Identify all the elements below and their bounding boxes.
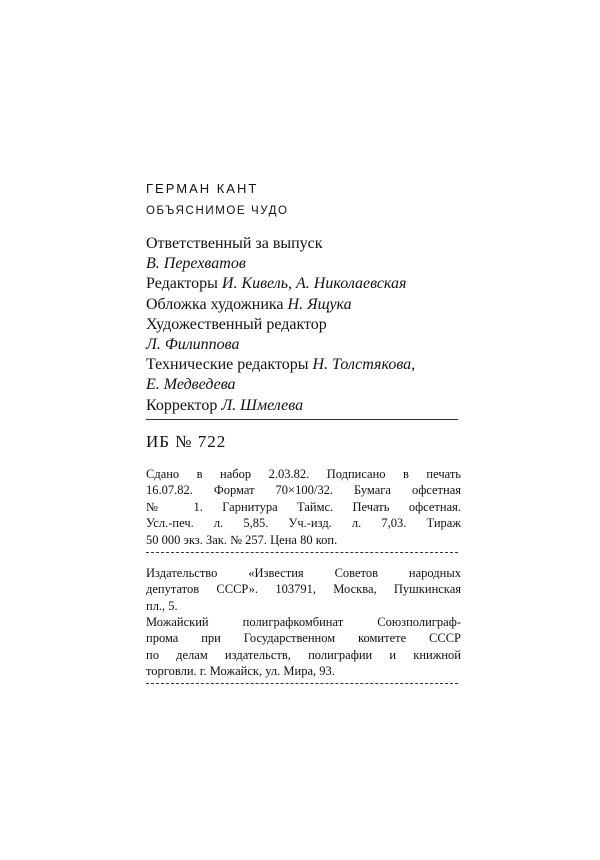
print-info-line: Усл.-печ. л. 5,85. Уч.-изд. л. 7,03. Тираж xyxy=(146,516,461,531)
divider-rule xyxy=(146,419,458,420)
proofreader-name: Л. Шмелева xyxy=(221,396,304,414)
publisher-line: пл., 5. xyxy=(146,598,178,613)
print-info-line: 50 000 экз. Зак. № 257. Цена 80 коп. xyxy=(146,532,338,547)
divider-rule xyxy=(146,683,458,684)
printing-plant-line: Можайский полиграфкомбинат Союзполиграф- xyxy=(146,615,461,629)
author-name: ГЕРМАН КАНТ xyxy=(146,181,259,196)
proofreader-line xyxy=(146,396,461,416)
cover-name: Н. Ящука xyxy=(287,295,352,313)
tech-editors-name-2: Е. Медведева xyxy=(146,376,236,394)
print-info xyxy=(146,466,461,548)
publisher-line: депутатов СССР». 103791, Москва, Пушкинская xyxy=(146,582,461,597)
responsible-label: Ответственный за выпуск xyxy=(146,235,323,252)
tech-editors-name-1: Н. Толстякова, xyxy=(312,356,416,374)
credits-block xyxy=(146,234,461,416)
responsible-name: В. Перехватов xyxy=(146,255,246,273)
publisher-line: Издательство «Известия Советов народных xyxy=(146,566,461,580)
publisher-info xyxy=(146,565,461,614)
art-editor-label: Художественный редактор xyxy=(146,315,327,333)
tech-editors-label: Технические редакторы xyxy=(146,356,309,374)
book-title: ОБЪЯСНИМОЕ ЧУДО xyxy=(146,205,289,217)
printing-plant-line: по делам издательств, полиграфии и книжной xyxy=(146,647,461,662)
print-info-line: Сдано в набор 2.03.82. Подписано в печать xyxy=(146,467,461,481)
cover-line xyxy=(146,295,461,315)
tech-editors-line xyxy=(146,355,461,375)
editors-line xyxy=(146,274,461,294)
print-info-line: 16.07.82. Формат 70×100/32. Бумага офсетная xyxy=(146,483,461,498)
printing-plant-info xyxy=(146,614,461,680)
printing-plant-line: торговли. г. Можайск, ул. Мира, 93. xyxy=(146,664,335,679)
printing-plant-line: прома при Государственном комитете СССР xyxy=(146,631,461,646)
editors-names: И. Кивель, А. Николаевская xyxy=(221,275,407,293)
print-info-line: № 1. Гарнитура Таймс. Печать офсетная. xyxy=(146,499,461,514)
divider-rule xyxy=(146,552,458,553)
art-editor-name: Л. Филиппова xyxy=(146,336,240,354)
editors-label: Редакторы xyxy=(146,275,218,293)
proofreader-label: Корректор xyxy=(146,396,218,414)
ib-number: ИБ № 722 xyxy=(146,432,227,451)
cover-label: Обложка художника xyxy=(146,295,284,313)
